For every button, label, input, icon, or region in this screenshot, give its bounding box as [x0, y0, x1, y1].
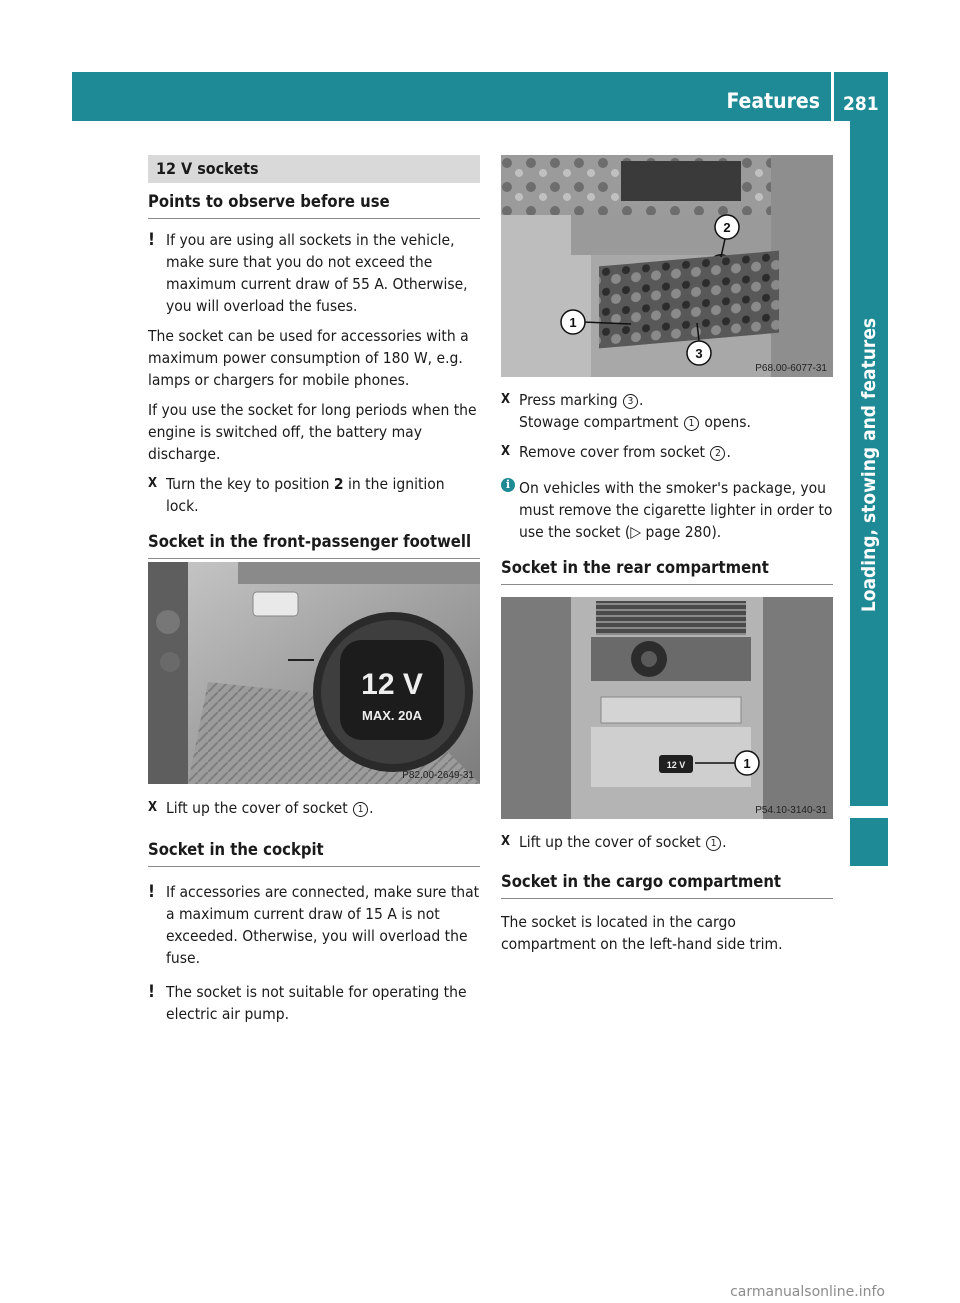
footwell-photo [148, 562, 480, 784]
paragraph-power: The socket can be used for accessories with a maximum power consumption of 180 W, e.g. lamps or chargers for mobile phones. [148, 327, 469, 389]
page-number: 281 [843, 93, 879, 115]
info-icon: i [501, 478, 515, 492]
left-column [148, 155, 480, 569]
step-rear-cover: X Lift up the cover of socket 1 . [501, 833, 727, 851]
right-column-lower [501, 831, 833, 963]
cockpit-photo [501, 155, 833, 377]
warning-fuses [148, 229, 480, 317]
info-note: i On vehicles with the smoker's package, you must remove the cigarette lighter in order to use the socket (▷ page 280). [501, 477, 833, 543]
marker-1: 1 [684, 416, 699, 431]
marker-2: 2 [710, 446, 725, 461]
marker-1: 1 [706, 836, 721, 851]
marker-1: 1 [353, 802, 368, 817]
step-arrow-icon: X [148, 800, 158, 815]
header-separator [831, 72, 834, 121]
step-arrow-icon: X [148, 476, 158, 491]
points-heading: Points to observe before use [148, 191, 480, 219]
step-arrow-icon: X [501, 444, 511, 459]
step-arrow-icon: X [501, 834, 511, 849]
rear-marker-1: 1 [743, 756, 751, 771]
left-column-lower [148, 797, 480, 1033]
footwell-heading: Socket in the front-passenger footwell [148, 531, 480, 559]
footwell-image-code: P82.00-2649-31 [402, 770, 474, 781]
step-remove-cover: X Remove cover from socket 2 . [501, 443, 731, 461]
cockpit-marker-2: 2 [723, 220, 731, 235]
footwell-socket-sub: MAX. 20A [362, 708, 422, 723]
marker-3: 3 [623, 394, 638, 409]
step-arrow-icon: X [501, 392, 511, 407]
rear-heading: Socket in the rear compartment [501, 557, 833, 585]
warning-icon: ! [148, 982, 155, 1002]
rear-socket-label: 12 V [666, 760, 686, 770]
section-title: 12 V sockets [148, 155, 480, 183]
warning-text: If you are using all sockets in the vehicle, make sure that you do not exceed the maximum current draw of 55 A. Otherwise, you will overload the fuses. [166, 231, 468, 315]
side-tab-label: Loading, stowing and features [858, 317, 880, 613]
rear-image-code: P54.10-3140-31 [755, 805, 827, 816]
footwell-socket-label: 12 V [361, 668, 423, 701]
warning-icon: ! [148, 882, 155, 902]
paragraph-battery: If you use the socket for long periods when the engine is switched off, the battery may discharge. [148, 401, 477, 463]
page-title: Features [726, 89, 820, 113]
step-footwell: X Lift up the cover of socket 1 . [148, 799, 374, 817]
cargo-text: The socket is located in the cargo compartment on the left-hand side trim. [501, 913, 783, 953]
cargo-heading: Socket in the cargo compartment [501, 871, 833, 899]
side-tab-marker [850, 818, 888, 866]
warning-icon: ! [148, 230, 155, 250]
step-press-marking: X Press marking 3 . Stowage compartment 1 opens. [501, 391, 751, 431]
cockpit-marker-1: 1 [569, 315, 577, 330]
rear-photo [501, 597, 833, 819]
warning-air-pump: ! The socket is not suitable for operating the electric air pump. [148, 982, 467, 1023]
cockpit-heading: Socket in the cockpit [148, 839, 480, 867]
right-column [501, 389, 833, 595]
warning-cockpit: ! If accessories are connected, make sure that a maximum current draw of 15 A is not exceeded. Otherwise, you will overload the fuse. [148, 882, 480, 967]
step-ignition: X Turn the key to position 2 in the ignition lock. [148, 475, 445, 515]
footer-watermark: carmanualsonline.info [730, 1284, 885, 1300]
cockpit-marker-3: 3 [695, 346, 703, 361]
cockpit-image-code: P68.00-6077-31 [755, 363, 827, 374]
